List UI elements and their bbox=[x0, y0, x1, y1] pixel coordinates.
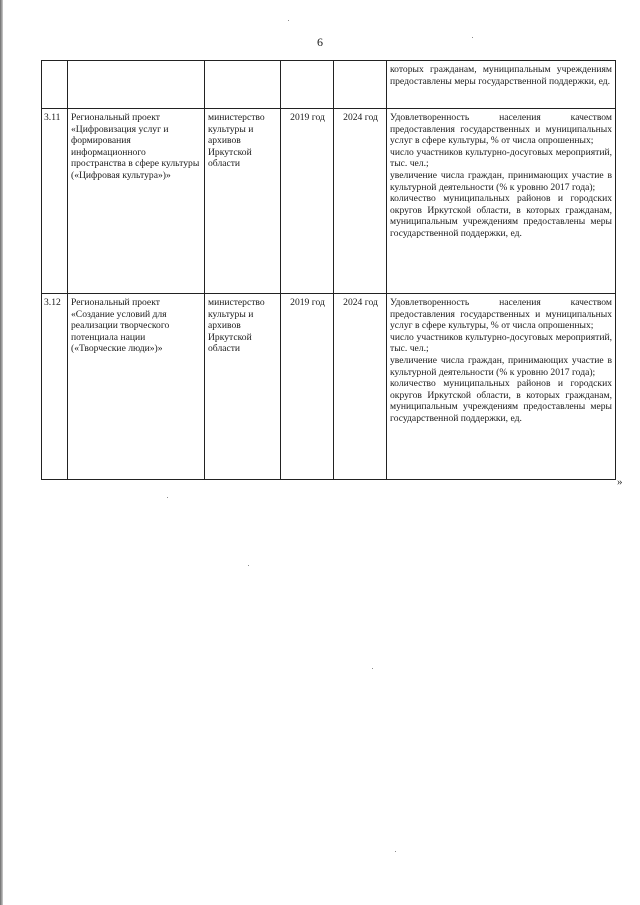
cell-executor bbox=[205, 61, 281, 109]
cell-end: 2024 год bbox=[334, 294, 387, 480]
indicator-text: число участников культурно-досуговых мероприятий, тыс. чел.; bbox=[390, 331, 612, 355]
cell-name: Региональный проект «Цифровизация услуг и формирования информационного пространства в сфере культуры («Цифровая культура»)» bbox=[68, 109, 205, 294]
cell-name bbox=[68, 61, 205, 109]
cell-executor: министерство культуры и архивов Иркутской области bbox=[205, 294, 281, 480]
indicator-text: количество муниципальных районов и городских округов Иркутской области, в которых гражданам, муниципальным учреждениям предоставлены меры государственной поддержки, ед. bbox=[390, 193, 612, 239]
cell-indicators bbox=[387, 109, 616, 294]
page-number: 6 bbox=[317, 35, 323, 49]
table-row bbox=[42, 109, 616, 294]
cell-start: 2019 год bbox=[281, 109, 334, 294]
scan-speck bbox=[167, 497, 168, 498]
program-table bbox=[41, 60, 616, 480]
cell-num bbox=[42, 61, 68, 109]
indicator-text: Удовлетворенность населения качеством предоставления государственных и муниципальных услуг в сфере культуры, % от числа опрошенных; bbox=[390, 297, 612, 332]
cell-name: Региональный проект «Создание условий для реализации творческого потенциала нации («Творческие люди»)» bbox=[68, 294, 205, 480]
indicator-text: увеличение числа граждан, принимающих участие в культурной деятельности (% к уровню 2017 года); bbox=[390, 169, 612, 193]
scan-speck bbox=[395, 851, 396, 852]
table-row-continued bbox=[42, 61, 616, 109]
indicator-text: число участников культурно-досуговых мероприятий, тыс. чел.; bbox=[390, 146, 612, 170]
cell-num: 3.12 bbox=[42, 294, 68, 480]
cell-end: 2024 год bbox=[334, 109, 387, 294]
scan-speck bbox=[288, 20, 289, 21]
cell-indicators bbox=[387, 294, 616, 480]
cell-indicators: которых гражданам, муниципальным учреждениям предоставлены меры государственной поддержки, ед. bbox=[387, 61, 616, 109]
indicator-text: увеличение числа граждан, принимающих участие в культурной деятельности (% к уровню 2017 года); bbox=[390, 354, 612, 378]
table-row bbox=[42, 294, 616, 480]
scan-edge bbox=[0, 0, 3, 905]
cell-end bbox=[334, 61, 387, 109]
scan-speck bbox=[372, 668, 373, 669]
cell-num: 3.11 bbox=[42, 109, 68, 294]
indicator-text: Удовлетворенность населения качеством предоставления государственных и муниципальных услуг в сфере культуры, % от числа опрошенных; bbox=[390, 112, 612, 147]
cell-start bbox=[281, 61, 334, 109]
closing-quote-mark: » bbox=[617, 476, 623, 488]
cell-executor: министерство культуры и архивов Иркутской области bbox=[205, 109, 281, 294]
indicator-text: количество муниципальных районов и городских округов Иркутской области, в которых гражданам, муниципальным учреждениям предоставлены меры государственной поддержки, ед. bbox=[390, 378, 612, 424]
scan-speck bbox=[248, 565, 249, 566]
cell-start: 2019 год bbox=[281, 294, 334, 480]
